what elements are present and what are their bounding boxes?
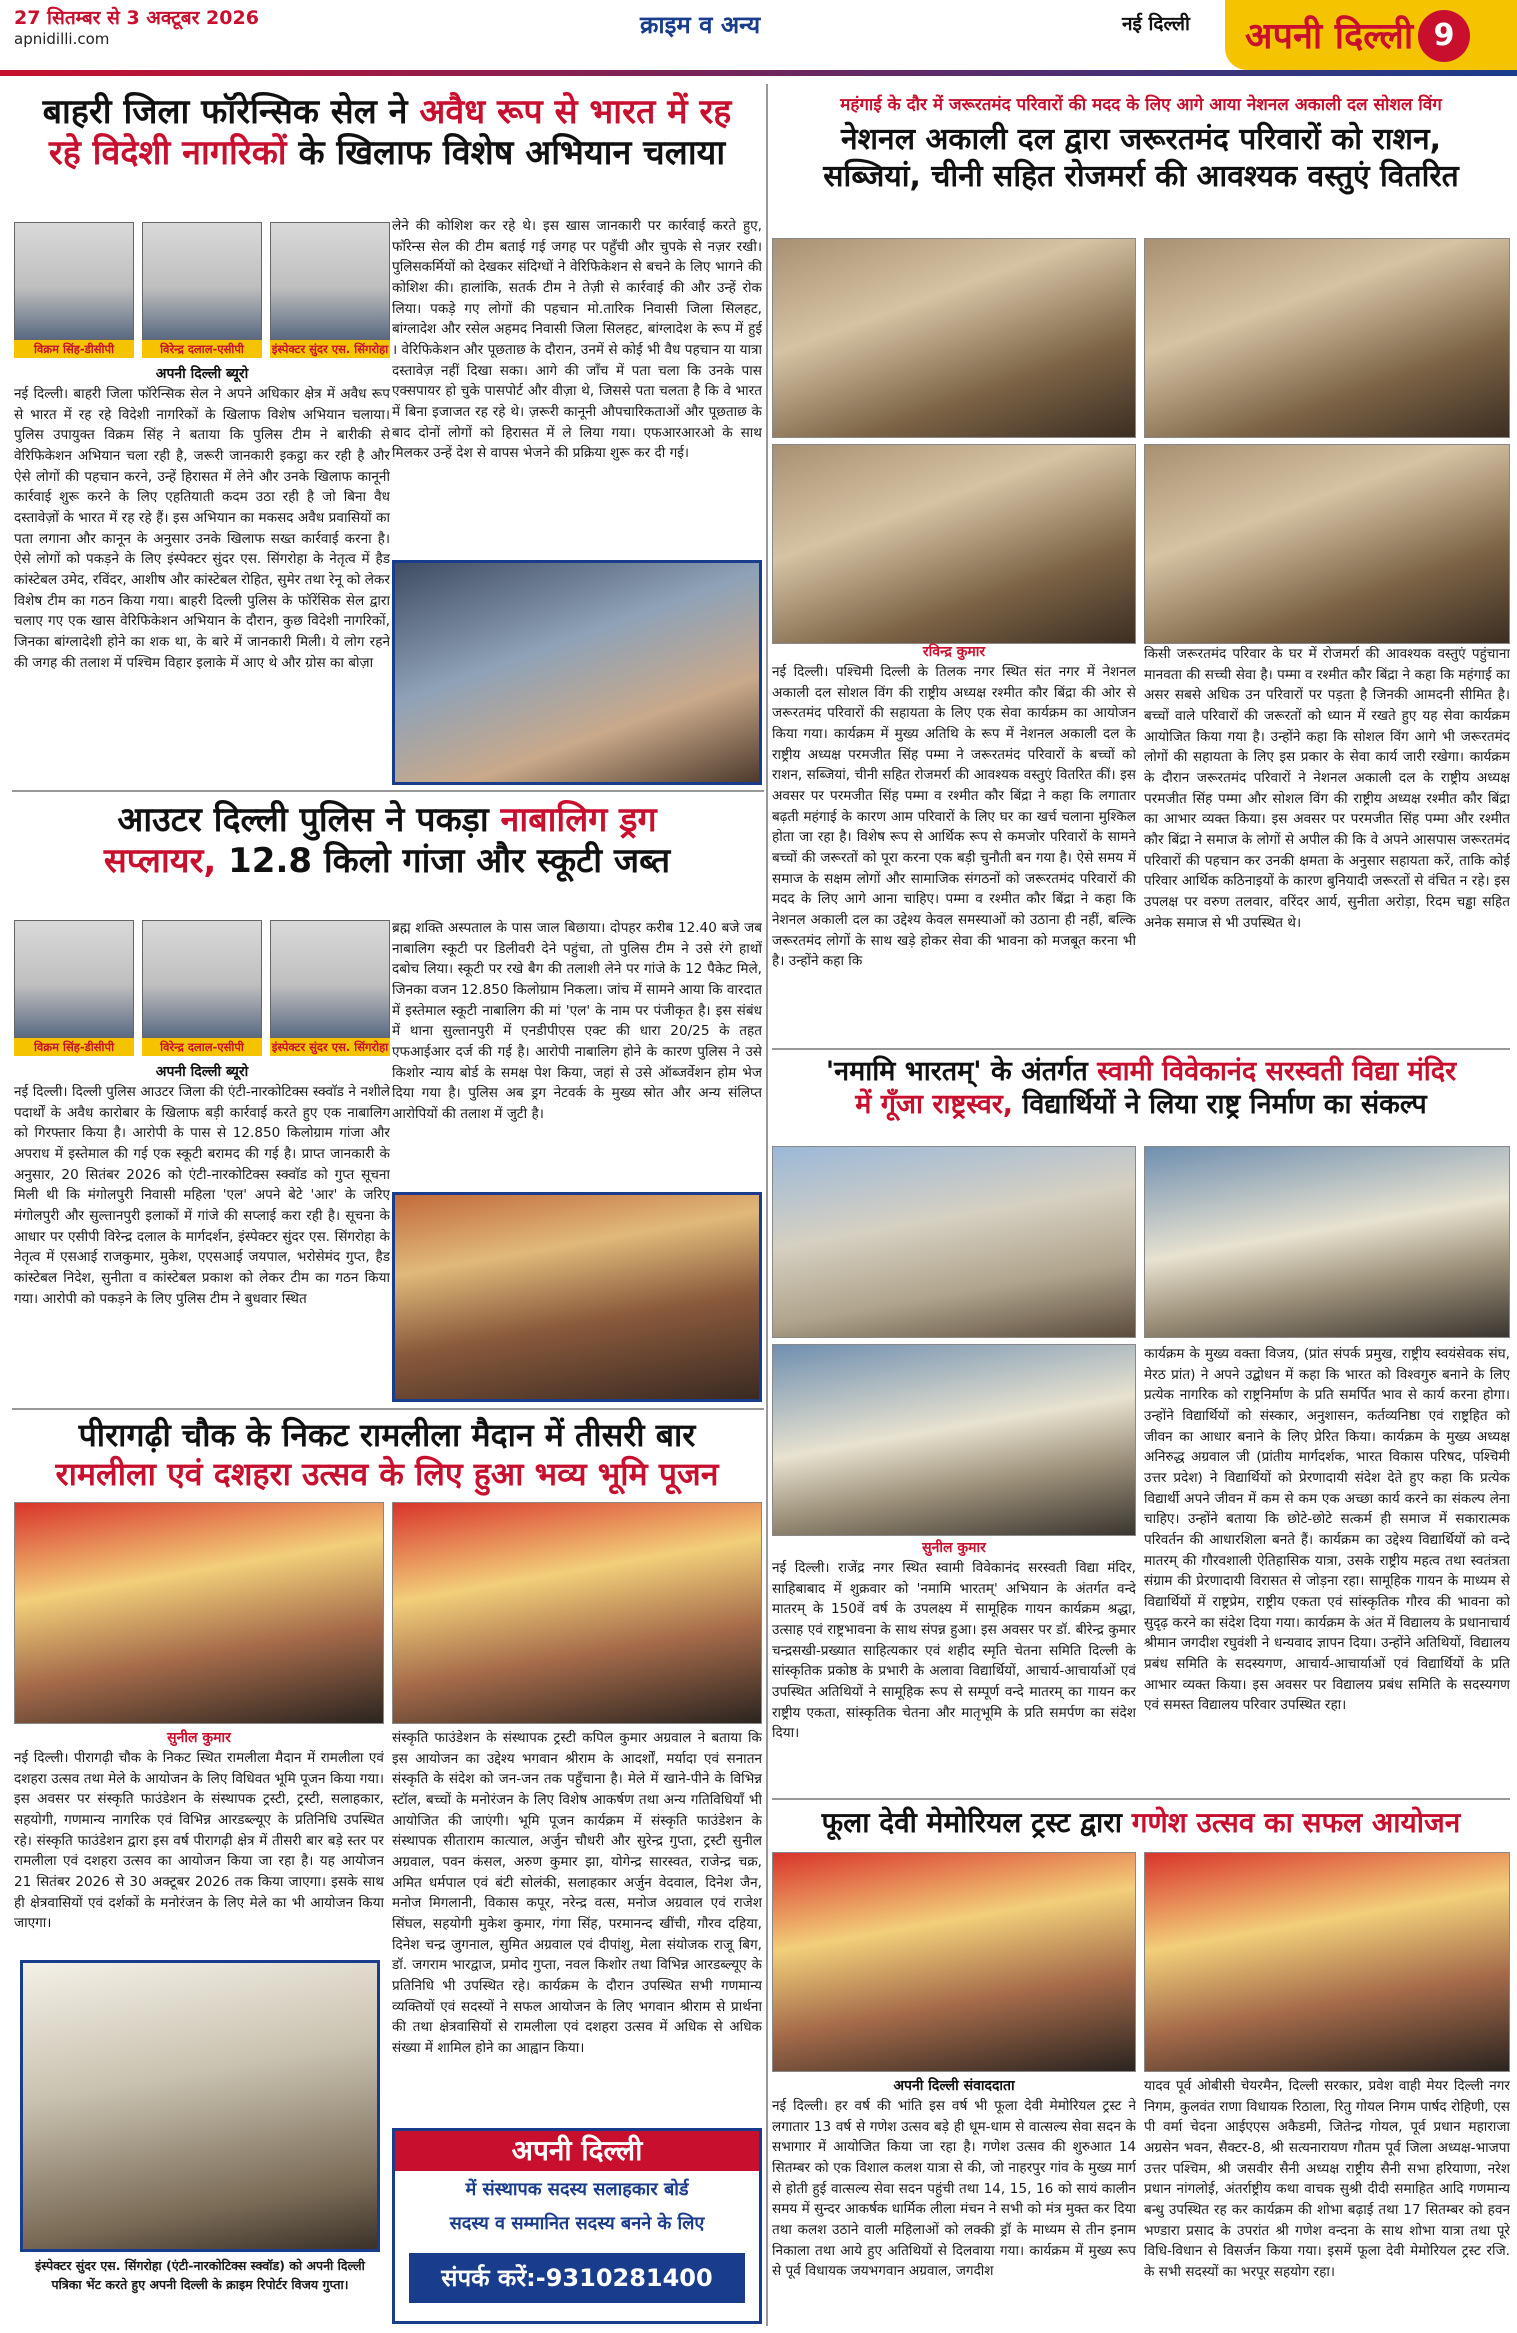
portrait-inspector-2 (270, 920, 390, 1038)
caption-acp: विरेन्द्र दलाल-एसीपी (142, 340, 262, 358)
divider (12, 790, 764, 792)
caption-inspector: इंस्पेक्टर सुंदर एस. सिंगरोहा (271, 342, 389, 356)
caption-acp-2: विरेन्द्र दलाल-एसीपी (142, 1038, 262, 1056)
article6-photo-group (772, 1852, 1136, 2072)
article5-body-col1: नई दिल्ली। राजेंद्र नगर स्थित स्वामी विवेकानंद सरस्वती विद्या मंदिर, साहिबाबाद में शुक्रवार को 'नमामि भारतम्' अभियान के अंतर्गत वन्दे मातरम् के 150वें वर्ष के उपलक्ष्य में सामूहिक गायन कार्यक्रम श्रद्धा, उत्साह एवं राष्ट्रभावना के साथ संपन्न हुआ। इस अवसर पर डॉ. बीरेन्द्र कुमार चन्द्रसखी-प्रख्यात साहित्यकार एवं शहीद स्मृति चेतना समिति दिल्ली के सांस्कृतिक प्रकोष्ठ के प्रभारी के अलावा विद्यार्थियों, आचार्य-आचार्याओं एवं उपस्थित अतिथियों ने सामूहिक रूप से सम्पूर्ण वन्दे मातरम् का गायन कर राष्ट्रीय एकता, सांस्कृतिक चेतना और मातृभूमि के प्रति समर्पण का संदेश दिया। (772, 1560, 1136, 1742)
article6-byline: अपनी दिल्ली संवाददाता (893, 2078, 1015, 2094)
article1-headline: बाहरी जिला फॉरेन्सिक सेल ने अवैध रूप से भारत में रह रहे विदेशी नागरिकों के खिलाफ विशेष अभियान चलाया (42, 92, 732, 174)
portrait-dcp (14, 222, 134, 340)
article5-byline: सुनील कुमार (922, 1540, 986, 1556)
ad-line2: सदस्य व सम्मानित सदस्य बनने के लिए (449, 2213, 705, 2234)
issue-date: 27 सितम्बर से 3 अक्टूबर 2026 (14, 7, 259, 29)
membership-ad[interactable] (392, 2128, 762, 2324)
article2-photo-seizure (392, 1192, 762, 1402)
city-label: नई दिल्ली (1122, 13, 1190, 35)
brand-name: अपनी दिल्ली (1245, 16, 1414, 57)
ad-brand: अपनी दिल्ली (395, 2131, 759, 2171)
article4-photo-3 (772, 444, 1136, 644)
ad-contact-number[interactable]: संपर्क करें:-9310281400 (409, 2253, 745, 2303)
article6-body-col2: यादव पूर्व ओबीसी चेयरमैन, दिल्ली सरकार, प्रवेश वाही मेयर दिल्ली नगर निगम, कुलवंत राणा विधायक रिठाला, रितु गोयल निगम पार्षद रोहिणी, एस पी वर्मा चेदना आईएएस अकैडमी, जितेन्द्र गोयल, पूर्व प्रधान महाराजा अग्रसेन भवन, सैक्टर-8, श्री सत्यनारायण गौतम पूर्व जिला अध्यक्ष-भाजपा उत्तर पश्चिम, श्री जसवीर सैनी अध्यक्ष राष्ट्रीय सैनी सभा हरियाणा, नरेश प्रधान नांगलोई, अंतर्राष्ट्रीय कथा वाचक सुश्री दीदी समाहित आदि गणमान्य बन्धु उपस्थित रह कर कार्यक्रम की शोभा बढ़ाई तथा 17 सितम्बर को हवन भण्डारा प्रसाद के उपरांत श्री गणेश वन्दना के साथ शोभा यात्रा तथा पूरे विधि-विधान से विसर्जन किया गया। इसमें फूला देवी मेमोरियल ट्रस्ट रजि. के सभी सदस्यों का भरपूर सहयोग रहा। (1144, 2078, 1510, 2280)
article3-body-col1: नई दिल्ली। पीरागढ़ी चौक के निकट स्थित रामलीला मैदान में रामलीला एवं दशहरा उत्सव तथा मेले के आयोजन के लिए विधिवत भूमि पूजन किया गया। इस अवसर पर संस्कृति फाउंडेशन के संस्थापक ट्रस्टी, ट्रस्टी, सलाहकार, सहयोगी, गणमान्य नागरिक एवं विभिन्न आरडब्ल्यूए के प्रतिनिधि उपस्थित रहे। संस्कृति फाउंडेशन द्वारा इस वर्ष पीरागढ़ी क्षेत्र में तीसरी बार बड़े स्तर पर रामलीला एवं दशहरा उत्सव का आयोजन किया जा रहा है। यह आयोजन 21 सितंबर 2026 से 30 अक्टूबर 2026 तक किया जाएगा। इसके साथ ही क्षेत्रवासियों एवं दर्शकों के मनोरंजन के लिए मेले का भी आयोजन किया जाएगा। (14, 1750, 384, 1932)
article4-body-col2: किसी जरूरतमंद परिवार के घर में रोजमर्रा की आवश्यक वस्तुएं पहुंचाना मानवता की सच्ची सेवा है। पम्मा व रश्मीत कौर बिंद्रा ने कहा कि महंगाई का असर सबसे अधिक उन परिवारों पर पड़ता है जिनकी आमदनी सीमित है। बच्चों वाले परिवारों की जरूरतों को ध्यान में रखते हुए यह सेवा कार्यक्रम आयोजित किया गया है। उन्होंने कहा कि सोशल विंग आगे भी जरूरतमंद लोगों की सहायता के लिए इस प्रकार के सेवा कार्य जारी रखेगा। कार्यक्रम के दौरान जरूरतमंद परिवारों ने नेशनल अकाली दल के राष्ट्रीय अध्यक्ष परमजीत सिंह पम्मा और सोशल विंग की राष्ट्रीय अध्यक्ष रश्मीत कौर बिंद्रा का आभार व्यक्त किया। इस अवसर पर परमजीत सिंह पम्मा और रश्मीत कौर बिंद्रा ने समाज के लोगों से अपील की कि वे अपने आसपास जरूरतमंद परिवारों की पहचान कर उनकी क्षमता के अनुसार सहायता करें, ताकि कोई परिवार आर्थिक कठिनाइयों के कारण बुनियादी जरूरतों से वंचित न रहे। इस उपलक्ष पर वरुण तलवार, वरिंदर आर्य, सुनीता अरोड़ा, रिदम चड्ढा सहित अनेक समाज से भी उपस्थित थे। (1144, 646, 1510, 931)
article2-body-col2: ब्रह्म शक्ति अस्पताल के पास जाल बिछाया। दोपहर करीब 12.40 बजे जब नाबालिग स्कूटी पर डिलीवरी देने पहुंचा, तो पुलिस टीम ने उसे रंगे हाथों दबोच लिया। स्कूटी पर रखे बैग की तलाशी लेने पर गांजे के 12 पैकेट मिले, जिनका वजन 12.850 किलोग्राम निकला। जांच में सामने आया कि वारदात में इस्तेमाल स्कूटी नाबालिग की मां 'एल' के नाम पर पंजीकृत है। इस संबंध में थाना सुल्तानपुरी में एनडीपीएस एक्ट की धारा 20/25 के तहत एफआईआर दर्ज की गई है। आरोपी नाबालिग होने के कारण पुलिस ने उसे किशोर न्याय बोर्ड के समक्ष पेश किया, जहां से उसे ऑब्जर्वेशन होम भेज दिया गया है। पुलिस अब ड्रग नेटवर्क के मुख्य स्रोत और अन्य संलिप्त आरोपियों की तलाश में जुटी है। (392, 920, 762, 1122)
caption-inspector-2: इंस्पेक्टर सुंदर एस. सिंगरोहा (271, 1040, 389, 1054)
article1-body-col2: लेने की कोशिश कर रहे थे। इस खास जानकारी पर कार्रवाई करते हुए, फॉरेन्स सेल की टीम बताई गई जगह पर पहुँची और चुपके से नज़र रखी। पुलिसकर्मियों को देखकर संदिग्धों ने वेरिफिकेशन से बचने के लिए भागने की कोशिश की। हालांकि, सतर्क टीम ने तेज़ी से कार्रवाई की और उन्हें रोक लिया। पकड़े गए लोगों की पहचान मो.तारिक निवासी जिला सिलहट, बांग्लादेश और रसेल अहमद निवासी जिला सिलहट, बांग्लादेश के रूप में हुई । वेरिफिकेशन और पूछताछ के दौरान, उनमें से कोई भी वैध पहचान या यात्रा दस्तावेज़ नहीं दिखा सका। आगे की जाँच में पता चला कि उनके पास एक्सपायर हो चुके पासपोर्ट और वीज़ा थे, जिससे पता चलता है कि वे भारत में बिना इजाजत रह रहे थे। ज़रूरी कानूनी औपचारिकताओं और पूछताछ के बाद दोनों लोगों को हिरासत में ले लिया गया। एफआरआरओ के साथ मिलकर उन्हें देश से वापस भेजने की प्रक्रिया शुरू कर दी गई। (392, 218, 762, 462)
divider (12, 1408, 764, 1410)
divider (772, 1048, 1510, 1050)
caption-dcp-2: विक्रम सिंह-डीसीपी (14, 1038, 134, 1056)
article6-body-col1: नई दिल्ली। हर वर्ष की भांति इस वर्ष भी फूला देवी मेमोरियल ट्रस्ट ने लगातार 13 वर्ष से गणेश उत्सव बड़े ही धूम-धाम से वात्सल्य सेवा सदन के सभागार में आयोजित किया जा रहा है। गणेश उत्सव की शुरुआत 14 सितम्बर को एक विशाल कलश यात्रा से की, जो नाहरपुर गांव के मुख्य मार्ग से होती हुई वात्सल्य सेवा सदन पहुंची तथा 14, 15, 16 को सायं कालीन समय में सुन्दर आकर्षक धार्मिक लीला मंचन ने सभी को मंत्र मुक्त कर दिया तथा कलश उठाने वाली महिलाओं को लक्की ड्रॉ के माध्यम से तीन इनाम निकाला तथा आये हुए अतिथियों से दिलवाया गया। कार्यक्रम में मुख्य रूप से पूर्व विधायक जयभगवान अग्रवाल, जगदीश (772, 2098, 1136, 2280)
article1-body-col1: नई दिल्ली। बाहरी जिला फॉरेन्सिक सेल ने अपने अधिकार क्षेत्र में अवैध रूप से भारत में रह रहे विदेशी नागरिकों के खिलाफ विशेष अभियान चलाया। पुलिस उपायुक्त विक्रम सिंह ने बताया कि पुलिस टीम ने बारीकी से वेरिफिकेशन अभियान चला रही है, जरूरी जानकारी इकट्ठा कर रही है और ऐसे लोगों की पहचान करने, उन्हें हिरासत में लेने और उनके खिलाफ कानूनी कार्रवाई शुरू करने के लिए एहतियाती कदम उठा रही है जो बिना वैध दस्तावेज़ों के भारत में रह रहे हैं। इस अभियान का मकसद अवैध प्रवासियों का पता लगाना और कानून के अनुसार उनके खिलाफ सख्त कार्रवाई करना है। ऐसे लोगों को पकड़ने के लिए इंस्पेक्टर सुंदर एस. सिंगरोहा के नेतृत्व में हैड कांस्टेबल उमेद, रविंदर, आशीष और कांस्टेबल रोहित, सुमेर तथा रेनू को लेकर विशेष टीम का गठन किया गया। बाहरी दिल्ली पुलिस के फॉरेंसिक सेल द्वारा चलाए गए एक खास वेरिफिकेशन अभियान के दौरान, कुछ विदेशी नागरिकों, जिनका बांग्लादेशी होने का शक था, के बारे में जानकारी मिली। ये लोग रहने की जगह की तलाश में पश्चिम विहार इलाके में आए थे और ग्रोस का बोज़ा (14, 386, 390, 671)
article5-body-col2: कार्यक्रम के मुख्य वक्ता विजय, (प्रांत संपर्क प्रमुख, राष्ट्रीय स्वयंसेवक संघ, मेरठ प्रांत) ने अपने उद्बोधन में कहा कि भारत को विश्वगुरु बनाने के लिए प्रत्येक नागरिक को राष्ट्रनिर्माण के प्रति समर्पित भाव से कार्य करना होगा। उन्होंने विद्यार्थियों को संस्कार, अनुशासन, कर्तव्यनिष्ठा एवं राष्ट्रहित को जीवन का आधार बनाने के लिए प्रेरित किया। कार्यक्रम के मुख्य अध्यक्ष अनिरुद्ध अग्रवाल जी (प्रांतीय मार्गदर्शक, भारत विकास परिषद, पश्चिमी उत्तर प्रदेश) ने विद्यार्थियों को प्रेरणादायी संदेश देते हुए कहा कि प्रत्येक विद्यार्थी अपने जीवन में कम से कम एक अच्छा कार्य करने का संकल्प लेना चाहिए। उन्होंने बताया कि छोटे-छोटे सत्कर्म ही समाज में सकारात्मक परिवर्तन की आधारशिला बनते हैं। कार्यक्रम का उद्देश्य विद्यार्थियों को वन्दे मातरम् की गौरवशाली ऐतिहासिक यात्रा, उसके राष्ट्रीय महत्व तथा स्वतंत्रता संग्राम की प्रेरणादायी विरासत से जोड़ना रहा। सामूहिक गायन के माध्यम से विद्यार्थियों में राष्ट्रप्रेम, राष्ट्रीय एकता एवं सांस्कृतिक गौरव की भावना को सुदृढ़ करने का संदेश दिया गया। कार्यक्रम के अंत में विद्यालय के प्रधानाचार्य श्रीमान जगदीश रघुवंशी ने धन्यवाद ज्ञापन दिया। उन्होंने अतिथियों, विद्यालय प्रबंध समिति के सदस्यगण, आचार्य-आचार्याओं एवं विद्यार्थियों के प्रति आभार व्यक्त किया। इस अवसर पर विद्यालय प्रबंध समिति के सदस्यगण एवं समस्त विद्यालय परिवार उपस्थित रहा। (1144, 1346, 1510, 1714)
article3-headline: पीरागढ़ी चौक के निकट रामलीला मैदान में तीसरी बार रामलीला एवं दशहरा उत्सव के लिए हुआ भव्य भूमि पूजन (55, 1416, 719, 1494)
portrait-dcp-2 (14, 920, 134, 1038)
caption-dcp: विक्रम सिंह-डीसीपी (14, 340, 134, 358)
article2-body-col1: नई दिल्ली। दिल्ली पुलिस आउटर जिला की एंटी-नारकोटिक्स स्क्वाॅड ने नशीले पदार्थों के अवैध कारोबार के खिलाफ बड़ी कार्रवाई करते हुए एक नाबालिग को गिरफ्तार किया है। आरोपी के पास से 12.850 किलोग्राम गांजा और अपराध में इस्तेमाल की गई एक स्कूटी बरामद की गई है। प्राप्त जानकारी के अनुसार, 20 सितंबर 2026 को एंटी-नारकोटिक्स स्क्वाॅड को गुप्त सूचना मिली थी कि मंगोलपुरी निवासी महिला 'एल' अपने बेटे 'आर' के जरिए मंगोलपुरी और सुल्तानपुरी इलाकों में गांजे की सप्लाई करा रही है। सूचना के आधार पर एसीपी विरेन्द्र दलाल के मार्गदर्शन, इंस्पेक्टर सुंदर एस. सिंगरोहा के नेतृत्व में एसआई राजकुमार, मुकेश, एएसआई जयपाल, भरोसेमंद गुप्त, हैड कांस्टेबल निदेश, सुनीता व कांस्टेबल प्रकाश को लेकर टीम का गठन किया गया। आरोपी को पकड़ने के लिए पुलिस टीम ने बुधवार स्थित (14, 1084, 390, 1307)
article5-photo-students (1144, 1146, 1510, 1338)
article2-byline: अपनी दिल्ली ब्यूरो (155, 1064, 249, 1080)
article3-photo-magazine (20, 1960, 380, 2252)
article4-byline: रविन्द्र कुमार (922, 644, 986, 660)
masthead (0, 0, 1517, 78)
page-number: 9 (1418, 10, 1470, 62)
ad-line1: में संस्थापक सदस्य सलाहकार बोर्ड (465, 2179, 689, 2200)
magazine-photo-caption: इंस्पेक्टर सुंदर एस. सिंगरोहा (एंटी-नारकोटिक्स स्क्वॉड) को अपनी दिल्ली पत्रिका भेंट करते हुए अपनी दिल्ली के क्राइम रिपोर्टर विजय गुप्ता। (35, 2258, 365, 2292)
portrait-acp (142, 222, 262, 340)
portrait-inspector (270, 222, 390, 340)
article5-photo-stage (772, 1146, 1136, 1338)
header-rule (0, 70, 1517, 76)
article6-photo-stage (1144, 1852, 1510, 2072)
article1-photo-suspects (392, 560, 762, 785)
section-title: क्राइम व अन्य (640, 11, 761, 39)
article6-headline: फूला देवी मेमोरियल ट्रस्ट द्वारा गणेश उत्सव का सफल आयोजन (821, 1806, 1461, 1839)
article1-byline: अपनी दिल्ली ब्यूरो (155, 366, 249, 382)
article5-headline: 'नमामि भारतम्' के अंतर्गत स्वामी विवेकानंद सरस्वती विद्या मंदिर में गूँजा राष्ट्रस्वर, विद्यार्थियों ने लिया राष्ट्र निर्माण का संकल्प (825, 1056, 1457, 1120)
article3-byline: सुनील कुमार (167, 1730, 231, 1746)
article4-photo-1 (772, 238, 1136, 438)
divider (772, 1798, 1510, 1800)
column-divider (766, 84, 768, 2326)
article2-headline: आउटर दिल्ली पुलिस ने पकड़ा नाबालिग ड्रग सप्लायर, 12.8 किलो गांजा और स्कूटी जब्त (103, 800, 671, 882)
article4-kicker: महंगाई के दौर में जरूरतमंद परिवारों की मदद के लिए आगे आया नेशनल अकाली दल सोशल विंग (840, 95, 1442, 115)
article4-headline: नेशनल अकाली दल द्वारा जरूरतमंद परिवारों को राशन, सब्जियां, चीनी सहित रोजमर्रा की आवश्यक वस्तुएं वितरित (823, 122, 1459, 194)
website-link[interactable]: apnidilli.com (14, 30, 110, 48)
article3-photo-group (392, 1502, 762, 1724)
article3-body-col2: संस्कृति फाउंडेशन के संस्थापक ट्रस्टी कपिल कुमार अग्रवाल ने बताया कि इस आयोजन का उद्देश्य भगवान श्रीराम के आदर्शों, मर्यादा एवं सनातन संस्कृति के संदेश को जन-जन तक पहुँचाना है। मेले में खाने-पीने के विभिन्न स्टॉल, बच्चों के मनोरंजन के लिए विशेष आकर्षण तथा अन्य गतिविधियाँ भी आयोजित की जाएंगी। भूमि पूजन कार्यक्रम में संस्कृति फाउंडेशन के संस्थापक सीताराम कात्याल, अर्जुन चौधरी और सुरेन्द्र गुप्ता, ट्रस्टी सुनील अग्रवाल, पवन कंसल, अरुण कुमार झा, योगेन्द्र सारस्वत, राजेन्द्र चक्र, अमित धर्मपाल एवं बंटी सोलंकी, सलाहकार अर्जुन वेदवाल, दिनेश जैन, मनोज मिगलानी, विकास कपूर, नरेन्द्र वत्स, मनोज अग्रवाल एवं राजेश सिंघल, सहयोगी मुकेश कुमार, गंगा सिंह, परमानन्द खींची, गौरव दहिया, दिनेश चन्द्र जुगनाल, सुमित अग्रवाल एवं दीपांशु, मेला संयोजक राजू बिग, डॉ. जगराम भारद्वाज, प्रमोद गुप्ता, नवल किशोर तथा विभिन्न आरडब्ल्यूए के प्रतिनिधि भी उपस्थित रहे। कार्यक्रम के दौरान उपस्थित सभी गणमान्य व्यक्तियों एवं सदस्यों ने सफल आयोजन के लिए भगवान श्रीराम से प्रार्थना की तथा क्षेत्रवासियों से रामलीला एवं दशहरा उत्सव में अधिक से अधिक संख्या में शामिल होने का आह्वान किया। (392, 1730, 762, 2056)
article5-photo-assembly (772, 1344, 1136, 1536)
article3-photo-puja (14, 1502, 384, 1724)
article4-photo-2 (1144, 238, 1510, 438)
portrait-acp-2 (142, 920, 262, 1038)
article4-photo-4 (1144, 444, 1510, 644)
article4-body-col1: नई दिल्ली। पश्चिमी दिल्ली के तिलक नगर स्थित संत नगर में नेशनल अकाली दल सोशल विंग की राष्ट्रीय अध्यक्ष रश्मीत कौर बिंद्रा की ओर से जरूरतमंद परिवारों की सहायता के लिए एक सेवा कार्यक्रम का आयोजन किया गया। कार्यक्रम में मुख्य अतिथि के रूप में नेशनल अकाली दल के राष्ट्रीय अध्यक्ष परमजीत सिंह पम्मा ने जरूरतमंद परिवारों के बच्चों को राशन, सब्जियां, चीनी सहित रोजमर्रा की आवश्यक वस्तुएं वितरित कीं। इस अवसर पर परमजीत सिंह पम्मा व रश्मीत कौर बिंद्रा ने कहा कि लगातार बढ़ती महंगाई के कारण आम परिवारों के लिए घर का खर्च चलाना मुश्किल होता जा रहा है। विशेष रूप से आर्थिक रूप से कमजोर परिवारों के सामने बच्चों की जरूरतों को पूरा करना एक बड़ी चुनौती बन गया है। ऐसे समय में समाज के सक्षम लोगों और सामाजिक संगठनों को जरूरतमंद परिवारों की मदद के लिए आगे आना चाहिए। पम्मा व रश्मीत कौर बिंद्रा ने कहा कि नेशनल अकाली दल का उद्देश्य केवल समस्याओं को उठाना ही नहीं, बल्कि जरूरतमंद लोगों के साथ खड़े होकर सेवा की भावना को मजबूत करना भी है। उन्होंने कहा कि (772, 664, 1136, 970)
